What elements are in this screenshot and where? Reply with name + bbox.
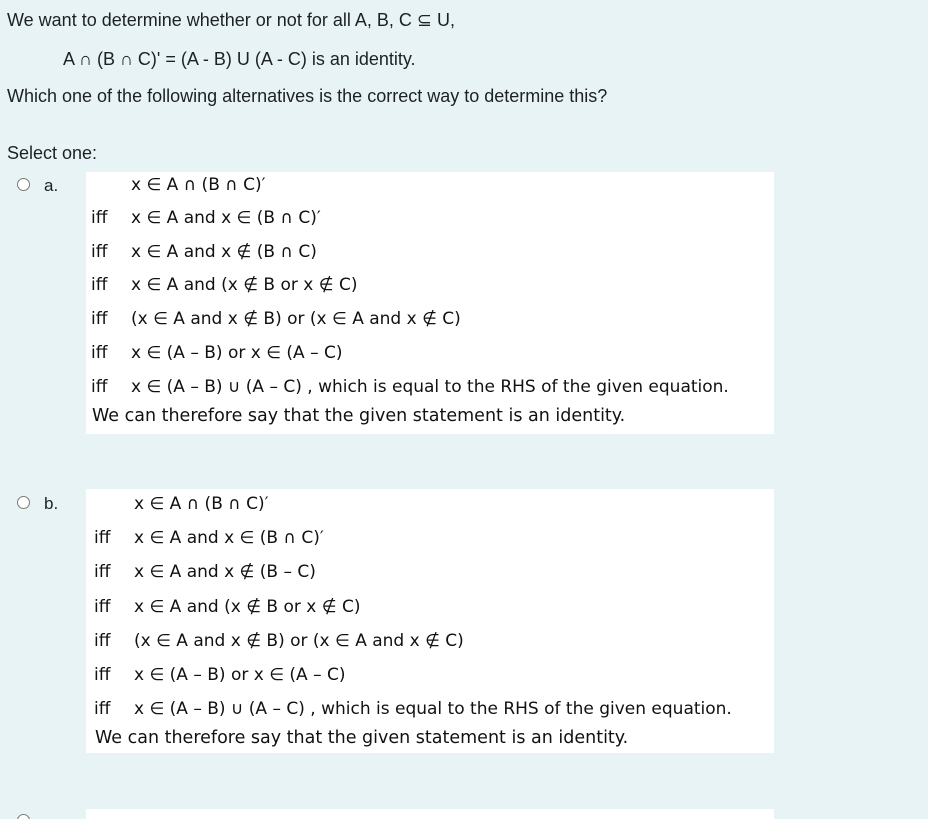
option-b-answer-box[interactable] <box>86 489 774 753</box>
question-line-2: A ∩ (B ∩ C)' = (A - B) U (A - C) is an identity. <box>63 49 416 69</box>
question-line-3: Which one of the following alternatives is the correct way to determine this? <box>7 86 608 106</box>
option-b-step: x ∈ (A – B) ∪ (A – C) , which is equal to the RHS of the given equation. <box>134 699 732 719</box>
option-a-radio[interactable] <box>17 178 30 191</box>
option-c-answer-box[interactable] <box>86 809 774 819</box>
option-a-step: x ∈ (A – B) ∪ (A – C) , which is equal to the RHS of the given equation. <box>131 377 729 397</box>
option-b-iff: iff <box>94 597 111 617</box>
option-b-step: x ∈ A and (x ∉ B or x ∉ C) <box>134 597 361 617</box>
option-a-first-line: x ∈ A ∩ (B ∩ C)′ <box>131 175 266 195</box>
option-a-step: x ∈ A and (x ∉ B or x ∉ C) <box>131 275 358 295</box>
option-a-step: (x ∈ A and x ∉ B) or (x ∈ A and x ∉ C) <box>131 309 461 329</box>
option-a-answer-box[interactable] <box>86 172 774 434</box>
option-b-step: (x ∈ A and x ∉ B) or (x ∈ A and x ∉ C) <box>134 631 464 651</box>
option-b-iff: iff <box>94 528 111 548</box>
option-a-step: x ∈ A and x ∉ (B ∩ C) <box>131 242 317 262</box>
option-a-step: x ∈ (A – B) or x ∈ (A – C) <box>131 343 343 363</box>
option-a-conclusion: We can therefore say that the given statement is an identity. <box>92 406 626 426</box>
option-c-radio[interactable] <box>17 814 30 819</box>
option-b-iff: iff <box>94 562 111 582</box>
option-b-step: x ∈ A and x ∉ (B – C) <box>134 562 316 582</box>
option-a-iff: iff <box>91 343 108 363</box>
option-b-letter: b. <box>44 494 59 513</box>
option-b-iff: iff <box>94 699 111 719</box>
option-a-iff: iff <box>91 309 108 329</box>
select-one-label: Select one: <box>7 143 98 163</box>
option-b-first-line: x ∈ A ∩ (B ∩ C)′ <box>134 494 269 514</box>
option-b-step: x ∈ (A – B) or x ∈ (A – C) <box>134 665 346 685</box>
option-a-iff: iff <box>91 377 108 397</box>
option-a-iff: iff <box>91 242 108 262</box>
option-b-iff: iff <box>94 665 111 685</box>
option-b-conclusion: We can therefore say that the given statement is an identity. <box>95 728 629 748</box>
option-a-step: x ∈ A and x ∈ (B ∩ C)′ <box>131 208 321 228</box>
option-a-letter: a. <box>44 176 59 195</box>
option-a-iff: iff <box>91 275 108 295</box>
option-b-step: x ∈ A and x ∈ (B ∩ C)′ <box>134 528 324 548</box>
option-b-iff: iff <box>94 631 111 651</box>
option-a-iff: iff <box>91 208 108 228</box>
question-line-1: We want to determine whether or not for all A, B, C ⊆ U, <box>7 10 455 30</box>
option-b-radio[interactable] <box>17 496 30 509</box>
option-c[interactable] <box>0 807 928 819</box>
